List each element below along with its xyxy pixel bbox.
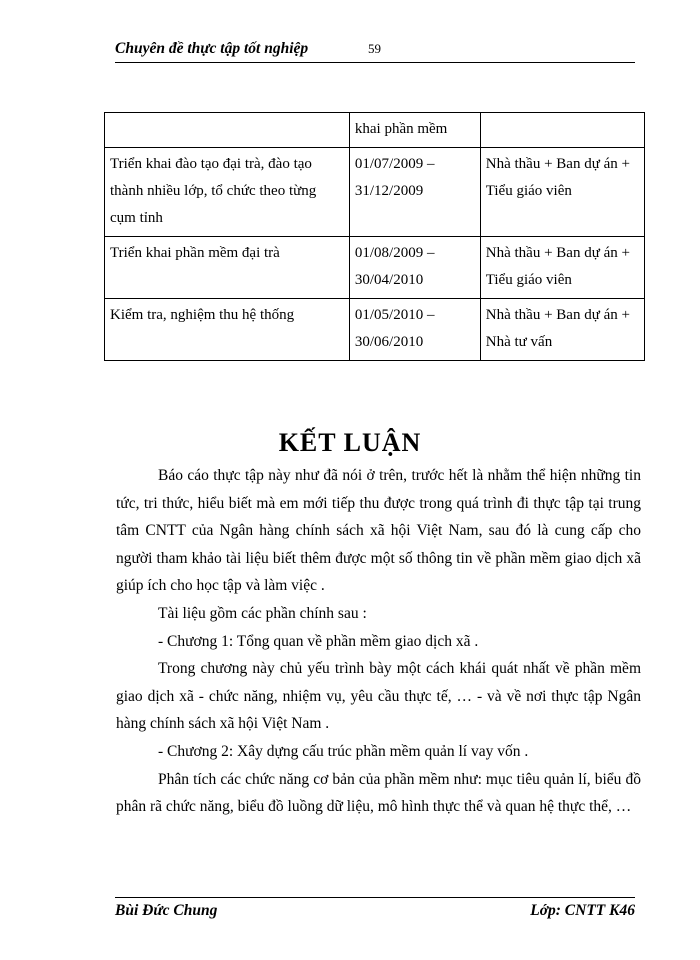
paragraph: - Chương 1: Tổng quan về phần mềm giao dịch xã .: [158, 632, 479, 650]
class-label: Lớp: CNTT K46: [530, 902, 635, 919]
table-cell: Kiểm tra, nghiệm thu hệ thống: [105, 299, 350, 361]
table-cell: [105, 113, 350, 148]
table-cell: 01/08/2009 – 30/04/2010: [349, 237, 480, 299]
page-number: 59: [368, 41, 381, 56]
table-cell: Nhà thầu + Ban dự án + Nhà tư vấn: [480, 299, 644, 361]
table-cell: Nhà thầu + Ban dự án + Tiểu giáo viên: [480, 148, 644, 237]
table-cell: Triển khai đào tạo đại trà, đào tạo thành nhiều lớp, tổ chức theo từng cụm tỉnh: [105, 148, 350, 237]
table-row: [105, 299, 645, 361]
table-cell: Triển khai phần mềm đại trà: [105, 237, 350, 299]
paragraph: - Chương 2: Xây dựng cấu trúc phần mềm quản lí vay vốn .: [158, 742, 529, 760]
page-header: [115, 38, 635, 63]
paragraph: Tài liệu gồm các phần chính sau :: [158, 604, 367, 622]
author-name: Bùi Đức Chung: [115, 902, 218, 919]
paragraph: Phân tích các chức năng cơ bản của phần mềm như: mục tiêu quản lí, biểu đồ phân rã chức năng, biểu đồ luồng dữ liệu, mô hình thực thể và quan hệ thực thể, …: [116, 770, 641, 816]
schedule-table: [104, 112, 645, 361]
table-cell: Nhà thầu + Ban dự án + Tiểu giáo viên: [480, 237, 644, 299]
table-row: [105, 148, 645, 237]
section-title: KẾT LUẬN: [278, 428, 422, 457]
table-cell: 01/07/2009 – 31/12/2009: [349, 148, 480, 237]
table-row: [105, 113, 645, 148]
page-footer: [115, 897, 635, 928]
header-title: Chuyên đề thực tập tốt nghiệp: [115, 40, 309, 57]
table-row: [105, 237, 645, 299]
table-cell: 01/05/2010 – 30/06/2010: [349, 299, 480, 361]
table-cell: khai phần mềm: [349, 113, 480, 148]
conclusion-body: [116, 462, 641, 821]
paragraph: Báo cáo thực tập này như đã nói ở trên, trước hết là nhằm thể hiện những tin tức, tri thức, hiểu biết mà em mới tiếp thu được trong quá trình đi thực tập tại trung tâm CNTT của Ngân hàng chính sách xã hội Việt Nam, sau đó là cung cấp cho người tham khảo tài liệu biết thêm được một số thông tin về phần mềm giao dịch xã giúp ích cho học tập và làm việc .: [116, 467, 641, 595]
table-cell: [480, 113, 644, 148]
paragraph: Trong chương này chủ yếu trình bày một cách khái quát nhất về phần mềm giao dịch xã - chức năng, nhiệm vụ, yêu cầu thực tế, … - và về nơi thực tập Ngân hàng chính sách xã hội Việt Nam .: [116, 660, 641, 733]
